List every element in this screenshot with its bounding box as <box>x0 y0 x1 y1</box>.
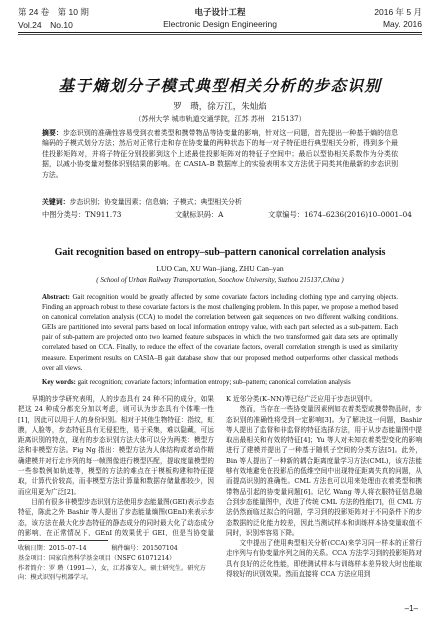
affiliation-en: ( School of Urban Railway Transportation, Soochow University, Suzhou 215137,China ) <box>96 276 344 284</box>
volume-issue-en: Vol.24 No.10 <box>18 20 73 30</box>
affiliation-cn: （苏州大学 城市轨道交通学院，江苏 苏州 215137） <box>134 115 306 123</box>
authors-en: LUO Can, XU Wan–jiang, ZHU Can–yan <box>156 264 284 273</box>
abstract-cn-label: 摘要： <box>42 129 63 137</box>
volume-issue-cn: 第 24 卷 第 10 期 <box>18 7 89 17</box>
footnote-received: 收稿日期：2015–07–14 稿件编号：201507104 <box>18 545 178 552</box>
footnote-funding: 基金项目：国家自然科学基金项目（NSFC 61071214） <box>18 554 176 562</box>
footnotes <box>18 544 218 583</box>
footnote-rule <box>18 540 108 541</box>
body-paragraph: 目前有很多非模型步态识别方法使用步态能量图(GEI)表示步态特征，陈此之外 Bashir 等人提出了步态能量熵图(GEnI)来表示步态，该方法在最大化步态特征的静态成分的同时最大化了动态成分的影响，在正常情况下，GEnI 的效果优于 GEI，但是当协变量 <box>18 497 214 536</box>
abstract-cn <box>42 128 398 180</box>
abstract-en-label: Abstract: <box>42 294 70 301</box>
clc-number: 中图分类号：TN911.73 <box>42 210 122 219</box>
body-paragraph: 早期的步学研究表明，人的步态具有 24 种不同的成分，如果把这 24 种成分都充分加以考虑，则可认为步态具有个体唯一性[1]，因此可以用于人的身份识别。相对于其他生物特征：指纹，虹膜，人脸等，步态特征具有无侵犯性，易于采集，难以隐藏，可远距离识别的特点，现有的步态识别方法大体可以分为两类：模型方法和非模型方法。Fig Ng 指出：模型方法为人体结构或者动作精确建模并对行走序列的每一帧图像进行模型匹配，提取度量模型的一些参数例如轨迹等，模型的方法的难点在于模板构建和特征提取，计算代价较高，而非模型方法计算量和数据存储量都较少，因而应用更为广泛[2]。 <box>18 395 214 496</box>
issue-date-cn: 2016 年 5 月 <box>374 7 422 17</box>
paper-title-en: Gait recognition based on entropy–sub–pattern canonical correlation analysis <box>54 247 386 258</box>
page-number: –1– <box>404 604 418 613</box>
body-column-right <box>226 394 422 604</box>
keywords-cn <box>42 197 398 207</box>
authors-cn: 罗 瓒，徐万江，朱灿焰 <box>173 102 267 112</box>
paper-title-cn: 基于熵划分子模式典型相关分析的步态识别 <box>58 76 382 95</box>
keywords-cn-text: 步态识别；协变量因素；信息熵；子模式；典型相关分析 <box>69 198 242 206</box>
header-rule-thin <box>18 34 422 35</box>
journal-name-en: Electronic Design Engineering <box>163 19 277 29</box>
keywords-en-text: gait recognition; covariate factors; information entropy; sub–pattern; canonical correlation analysis <box>77 379 351 386</box>
body-column-left <box>18 394 214 536</box>
keywords-cn-label: 关键词： <box>42 198 70 206</box>
abstract-cn-text: 步态识别的准确性容易受到衣着类型和携带物品等协变量的影响，针对这一问题，首先提出一种基于熵的信息编码的子模式划分方法；然后对正常行走和存在协变量的两种状态下的每一对子特征进行典型相关分析，得到多个最佳投影矩阵对，并将子特征分别投影到这个上述最佳投影矩阵对的特征子空间中；最后以型协相关系数作为分类依据，以减小协变量对整体识别结果的影响。在 CASIA–B 数据库上的实验表明本文方法优于同类其他最新的步态识别方法。 <box>42 129 399 179</box>
keywords-en-label: Key words: <box>42 379 76 386</box>
header-rule <box>18 32 422 33</box>
keywords-en <box>42 378 398 388</box>
body-paragraph: K 近邻分类(K–NN)等已经广泛应用于步态识别中。 <box>226 395 377 403</box>
article-number: 文章编号：1674–6236(2016)10–0001–04 <box>268 210 412 219</box>
journal-name-cn: 电子设计工程 <box>194 7 246 17</box>
abstract-en <box>42 293 398 374</box>
footnote-author: 作者简介：罗 瓒（1991—），女，江苏淮安人，硕士研究生。研究方向：模式识别与机器学习。 <box>18 564 206 582</box>
abstract-en-text: Gait recognition would be greatly affected by some covariate factors including clothing type and carrying objects. Finding an approach robust to these covariate factors is the most challenging problem. In this paper, we propose a method based on canonical correlation analysis (CCA) to model the correlation between gait sequences on two different walking conditions. GEIs are partitioned into several parts based on local information entropy value, with each part selected as a sub-pattern. Each pair of sub-pattern are projected onto two learned feature subspaces in which the two transformed gait data sets are optimally correlated based on CCA. Finally, to reduce the effect of the covariate factors, overall correlation strength is used as similarity measure. Experiment results on CASIA–B gait database show that our proposed method outperforms other classical methods over all views. <box>42 294 398 372</box>
body-paragraph: 然而，当存在一些协变量因素例如衣着类型或携带物品时，步态识别的准确性将受到一定影响[3]。为了解决这一问题，Bashir 等人提出了监督和非监督的特征选择方法，用于从步态能量图中提取出最相关和有效的特征[4]；Yu 等人对未知衣着类型变化的影响进行了建模并提出了一种基于随机子空间的分类方法[5]。此外，Bin 等人提出了一种新的耦合距离度量学习方法(CML)，该方法能够有效地避免在投影后的低维空间中出现特征距离失真的问题，从而提高识别的准确性。CML 方法也可以用来处理由衣着类型和携带物品引起的协变量问题[6]。记忆 Wang 等人将衣服特征信息融合到步态能量图中，改进了传统 CML 方法的性能[7]，但 CML 方法仍然面临过拟合的问题，学习到的投影矩阵对于不同条件下的步态数据的泛化能力较差，因此当测试样本和训练样本协变量取值不同时，识别率容易下降。 <box>226 405 422 537</box>
issue-date-en: May. 2016 <box>382 19 422 29</box>
document-code: 文献标识码：A <box>175 210 224 219</box>
body-paragraph: 文中提出了使用典型相关分析(CCA)来学习同一样本的正常行走序列与有协变量序列之间的关系。CCA 方法学习到的投影矩阵对具有良好的泛化性能，即使测试样本与训练样本差异较大时也能取得较好的识别效果。然而直接将 CCA 方法应用到 <box>226 539 422 579</box>
